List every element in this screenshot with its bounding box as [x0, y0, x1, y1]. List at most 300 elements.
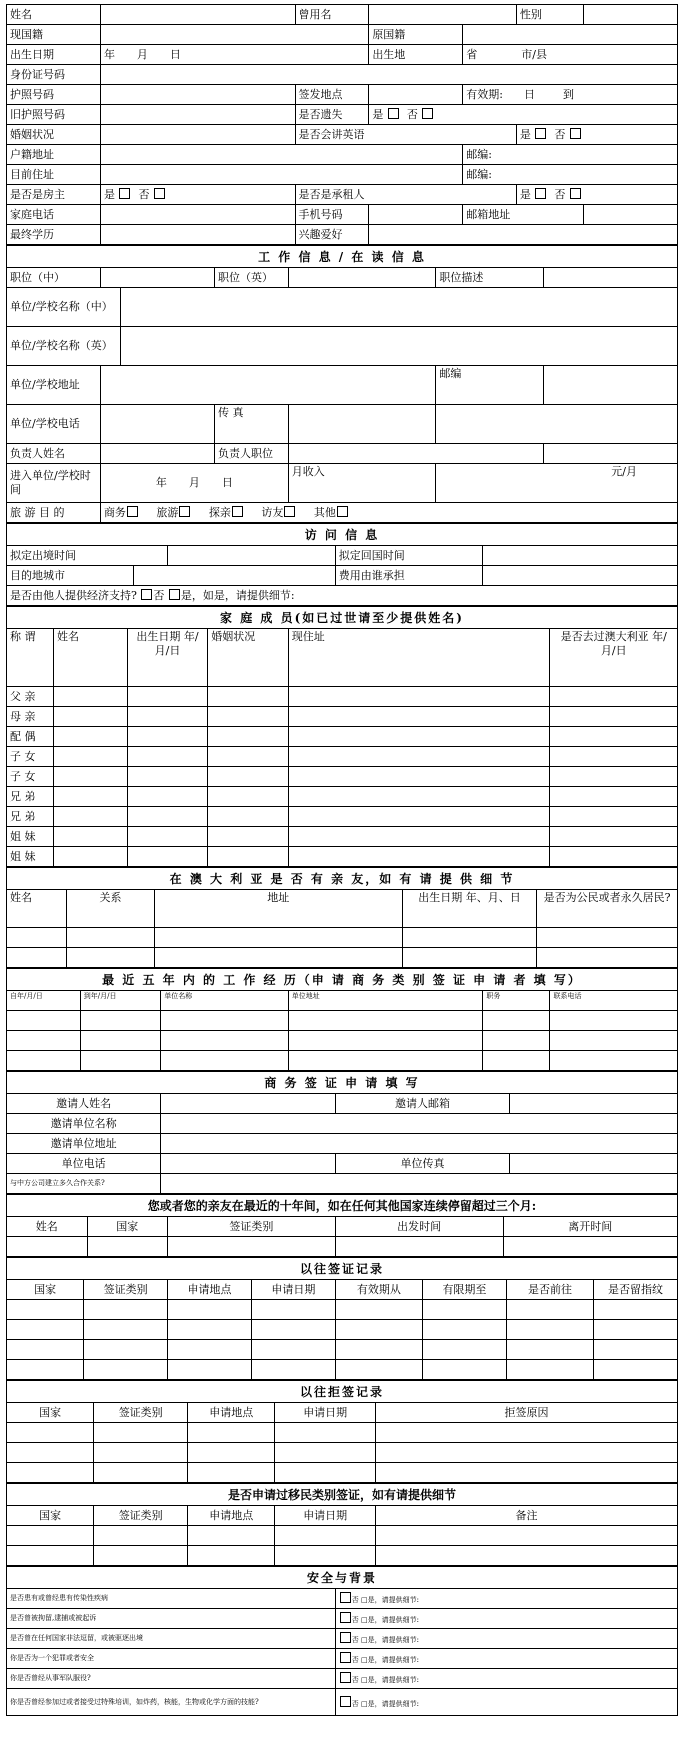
security-answer[interactable]: 否 □是，请提供细节:: [335, 1649, 677, 1669]
visa-history-cell[interactable]: [506, 1300, 593, 1320]
visa-history-cell[interactable]: [335, 1320, 422, 1340]
visa-history-cell[interactable]: [335, 1300, 422, 1320]
immigration-cell[interactable]: [376, 1526, 678, 1546]
sponsor-question: 是否由他人提供经济支持? 否 是，如是，请提供细节:: [7, 586, 678, 606]
security-answer[interactable]: 否 □是，请提供细节:: [335, 1669, 677, 1689]
visa-history-cell[interactable]: [7, 1360, 84, 1380]
label-manager-name: 负责人姓名: [7, 444, 101, 464]
input-business-unit-phone[interactable]: [161, 1154, 335, 1174]
immigration-cell[interactable]: [275, 1546, 376, 1566]
work-history-cell[interactable]: [550, 1051, 678, 1071]
family-header-birth: 出生日期 年/月/日: [127, 629, 208, 687]
input-business-unit-fax[interactable]: [510, 1154, 678, 1174]
refusals-cell[interactable]: [188, 1423, 275, 1443]
input-issue-place[interactable]: [369, 85, 463, 105]
security-no-checkbox[interactable]: [340, 1612, 351, 1623]
visa-history-cell[interactable]: [251, 1340, 335, 1360]
purpose-other-checkbox[interactable]: [337, 506, 348, 517]
homeowner-choice: 是 否: [100, 185, 295, 205]
visit-section-title: 访 问 信 息: [7, 524, 678, 546]
family-cell[interactable]: [127, 707, 208, 727]
tenant-yes-checkbox[interactable]: [535, 188, 546, 199]
label-old-passport: 旧护照号码: [7, 105, 101, 125]
relatives-header-birth: 出生日期 年、月、日: [402, 890, 536, 928]
work-history-cell[interactable]: [550, 1011, 678, 1031]
visa-history-header-type: 签证类别: [84, 1280, 168, 1300]
relatives-cell[interactable]: [67, 948, 154, 968]
homeowner-yes-checkbox[interactable]: [119, 188, 130, 199]
visa-history-cell[interactable]: [423, 1340, 507, 1360]
family-cell[interactable]: [550, 747, 678, 767]
label-business-unit-phone: 单位电话: [7, 1154, 161, 1174]
input-unit-name-en[interactable]: [121, 327, 678, 366]
family-cell[interactable]: [53, 767, 127, 787]
stay-cell[interactable]: [87, 1237, 168, 1257]
input-position-en[interactable]: [288, 268, 436, 288]
relatives-header-name: 姓名: [7, 890, 67, 928]
visit-info-table: [6, 523, 678, 606]
refusals-table: [6, 1380, 678, 1483]
family-cell[interactable]: [127, 807, 208, 827]
input-fax[interactable]: [288, 405, 436, 444]
input-birth-date[interactable]: 年 月 日: [100, 45, 368, 65]
visa-history-cell[interactable]: [168, 1320, 252, 1340]
label-gender: 性别: [516, 5, 583, 25]
work-history-header-phone: 联系电话: [550, 991, 678, 1011]
input-mobile[interactable]: [369, 205, 463, 225]
family-cell[interactable]: [550, 827, 678, 847]
work-history-cell[interactable]: [80, 1011, 161, 1031]
family-cell[interactable]: [127, 727, 208, 747]
relatives-cell[interactable]: [402, 928, 536, 948]
family-cell[interactable]: [550, 767, 678, 787]
immigration-cell[interactable]: [7, 1526, 94, 1546]
input-manager-extra[interactable]: [543, 444, 677, 464]
work-history-cell[interactable]: [161, 1031, 288, 1051]
refusals-cell[interactable]: [7, 1443, 94, 1463]
family-cell[interactable]: [53, 827, 127, 847]
family-cell[interactable]: [208, 687, 289, 707]
work-history-header-to: 到年/月/日: [80, 991, 161, 1011]
family-cell[interactable]: [550, 687, 678, 707]
input-education[interactable]: [100, 225, 295, 245]
immigration-section-title: 是否申请过移民类别签证，如有请提供细节: [7, 1484, 678, 1506]
tenant-choice: 是 否: [516, 185, 677, 205]
visa-history-cell[interactable]: [594, 1320, 678, 1340]
input-validity[interactable]: 有效期: 日 到: [463, 85, 678, 105]
immigration-header-place: 申请地点: [188, 1506, 275, 1526]
work-history-cell[interactable]: [161, 1011, 288, 1031]
visa-history-cell[interactable]: [423, 1360, 507, 1380]
purpose-tourism-checkbox[interactable]: [179, 506, 190, 517]
label-mobile: 手机号码: [295, 205, 369, 225]
work-history-cell[interactable]: [7, 1051, 81, 1071]
label-inviter-email: 邀请人邮箱: [335, 1094, 509, 1114]
input-expense-bearer[interactable]: [483, 566, 678, 586]
family-member-brother: 兄 弟: [7, 807, 54, 827]
security-section-title: 安全与背景: [7, 1567, 678, 1589]
work-history-cell[interactable]: [7, 1031, 81, 1051]
english-no-checkbox[interactable]: [570, 128, 581, 139]
visa-history-cell[interactable]: [594, 1340, 678, 1360]
security-no-checkbox[interactable]: [340, 1672, 351, 1683]
work-history-cell[interactable]: [80, 1031, 161, 1051]
family-member-child: 子 女: [7, 747, 54, 767]
family-cell[interactable]: [208, 807, 289, 827]
family-cell[interactable]: [550, 847, 678, 867]
family-cell[interactable]: [208, 787, 289, 807]
label-original-nationality: 原国籍: [369, 25, 463, 45]
security-question: 是否患有或曾经患有传染性疾病: [7, 1589, 336, 1609]
visa-history-cell[interactable]: [251, 1360, 335, 1380]
label-destination-city: 目的地城市: [7, 566, 134, 586]
immigration-cell[interactable]: [94, 1526, 188, 1546]
input-email[interactable]: [584, 205, 678, 225]
family-cell[interactable]: [288, 787, 550, 807]
family-cell[interactable]: [550, 807, 678, 827]
input-fax-extra[interactable]: [436, 405, 678, 444]
security-answer[interactable]: 否 □是，请提供细节:: [335, 1589, 677, 1609]
visa-history-cell[interactable]: [423, 1320, 507, 1340]
input-inviting-unit-name[interactable]: [161, 1114, 678, 1134]
immigration-cell[interactable]: [188, 1546, 275, 1566]
label-position-cn: 职位（中）: [7, 268, 101, 288]
family-member-father: 父 亲: [7, 687, 54, 707]
work-history-cell[interactable]: [483, 1011, 550, 1031]
label-inviting-unit-address: 邀请单位地址: [7, 1134, 161, 1154]
label-hukou-address: 户籍地址: [7, 145, 101, 165]
family-cell[interactable]: [53, 847, 127, 867]
input-inviter-email[interactable]: [510, 1094, 678, 1114]
security-question: 是否曾被拘留,逮捕或被起诉: [7, 1609, 336, 1629]
immigration-cell[interactable]: [94, 1546, 188, 1566]
security-answer[interactable]: 否 □是，请提供细节:: [335, 1629, 677, 1649]
visa-application-form: [6, 4, 678, 1716]
refusals-cell[interactable]: [275, 1423, 376, 1443]
homeowner-no-checkbox[interactable]: [154, 188, 165, 199]
input-cooperation[interactable]: [161, 1174, 678, 1194]
security-table: [6, 1566, 678, 1716]
input-manager-name[interactable]: [100, 444, 214, 464]
family-cell[interactable]: [208, 827, 289, 847]
refusals-cell[interactable]: [188, 1463, 275, 1483]
refusals-cell[interactable]: [7, 1423, 94, 1443]
relatives-cell[interactable]: [154, 948, 402, 968]
label-marital: 婚姻状况: [7, 125, 101, 145]
purpose-family-checkbox[interactable]: [232, 506, 243, 517]
english-yes-checkbox[interactable]: [535, 128, 546, 139]
immigration-header-notes: 备注: [376, 1506, 678, 1526]
label-hukou-postcode[interactable]: 邮编:: [463, 145, 678, 165]
visa-history-header-place: 申请地点: [168, 1280, 252, 1300]
stay-cell[interactable]: [168, 1237, 336, 1257]
refusals-cell[interactable]: [94, 1443, 188, 1463]
visa-history-cell[interactable]: [251, 1300, 335, 1320]
label-id-number: 身份证号码: [7, 65, 101, 85]
security-no-checkbox[interactable]: [340, 1696, 351, 1707]
input-original-nationality[interactable]: [463, 25, 678, 45]
label-fax: 传 真: [215, 405, 289, 444]
relatives-cell[interactable]: [154, 928, 402, 948]
work-history-header-address: 单位地址: [288, 991, 483, 1011]
visa-history-section-title: 以往签证记录: [7, 1258, 678, 1280]
work-history-table: [6, 968, 678, 1071]
family-cell[interactable]: [53, 687, 127, 707]
refusals-cell[interactable]: [94, 1423, 188, 1443]
refusals-cell[interactable]: [275, 1463, 376, 1483]
visa-history-cell[interactable]: [7, 1340, 84, 1360]
input-position-cn[interactable]: [100, 268, 214, 288]
visa-history-cell[interactable]: [84, 1320, 168, 1340]
input-planned-departure[interactable]: [168, 546, 336, 566]
work-history-cell[interactable]: [288, 1031, 483, 1051]
relatives-cell[interactable]: [537, 928, 678, 948]
input-used-name[interactable]: [369, 5, 517, 25]
refusals-header-date: 申请日期: [275, 1403, 376, 1423]
visa-history-cell[interactable]: [251, 1320, 335, 1340]
refusals-cell[interactable]: [376, 1443, 678, 1463]
visa-history-cell[interactable]: [506, 1340, 593, 1360]
tenant-no-checkbox[interactable]: [570, 188, 581, 199]
refusals-cell[interactable]: [188, 1443, 275, 1463]
family-cell[interactable]: [127, 827, 208, 847]
label-cooperation: 与中方公司建立多久合作关系?: [7, 1174, 161, 1194]
relatives-header-citizen: 是否为公民或者永久居民?: [537, 890, 678, 928]
family-cell[interactable]: [208, 847, 289, 867]
work-history-cell[interactable]: [288, 1011, 483, 1031]
input-inviter-name[interactable]: [161, 1094, 335, 1114]
immigration-cell[interactable]: [188, 1526, 275, 1546]
label-lost: 是否遗失: [295, 105, 369, 125]
family-cell[interactable]: [53, 807, 127, 827]
refusals-cell[interactable]: [94, 1463, 188, 1483]
family-cell[interactable]: [550, 727, 678, 747]
input-current-nationality[interactable]: [100, 25, 368, 45]
label-current-postcode[interactable]: 邮编:: [463, 165, 678, 185]
input-inviting-unit-address[interactable]: [161, 1134, 678, 1154]
family-header-visited: 是否去过澳大利亚 年/月/日: [550, 629, 678, 687]
input-planned-return[interactable]: [483, 546, 678, 566]
family-cell[interactable]: [127, 847, 208, 867]
work-history-cell[interactable]: [80, 1051, 161, 1071]
lost-choice: 是 否: [369, 105, 678, 125]
security-no-checkbox[interactable]: [340, 1592, 351, 1603]
input-passport-number[interactable]: [100, 85, 295, 105]
label-expense-bearer: 费用由谁承担: [335, 566, 483, 586]
visa-history-header-valid-to: 有限期至: [423, 1280, 507, 1300]
relatives-table: [6, 867, 678, 968]
family-header-address: 现住址: [288, 629, 550, 687]
family-cell[interactable]: [127, 767, 208, 787]
family-cell[interactable]: [127, 687, 208, 707]
input-destination-city[interactable]: [134, 566, 335, 586]
visa-history-cell[interactable]: [84, 1360, 168, 1380]
work-history-cell[interactable]: [7, 1011, 81, 1031]
input-unit-address[interactable]: [100, 366, 435, 405]
refusals-cell[interactable]: [376, 1463, 678, 1483]
input-join-time[interactable]: 年 月 日: [100, 464, 288, 503]
relatives-header-relation: 关系: [67, 890, 154, 928]
stay-header-visa-type: 签证类别: [168, 1217, 336, 1237]
family-cell[interactable]: [288, 847, 550, 867]
stay-cell[interactable]: [335, 1237, 503, 1257]
label-unit-phone: 单位/学校电话: [7, 405, 101, 444]
purpose-business-checkbox[interactable]: [127, 506, 138, 517]
input-manager-position[interactable]: [288, 444, 543, 464]
relatives-cell[interactable]: [402, 948, 536, 968]
visa-history-cell[interactable]: [335, 1360, 422, 1380]
business-section-title: 商 务 签 证 申 请 填 写: [7, 1072, 678, 1094]
visa-history-cell[interactable]: [84, 1340, 168, 1360]
input-monthly-income[interactable]: 元/月: [436, 464, 678, 503]
input-gender[interactable]: [584, 5, 678, 25]
visa-history-cell[interactable]: [168, 1360, 252, 1380]
work-history-cell[interactable]: [483, 1031, 550, 1051]
label-home-phone: 家庭电话: [7, 205, 101, 225]
immigration-cell[interactable]: [376, 1546, 678, 1566]
immigration-cell[interactable]: [275, 1526, 376, 1546]
family-cell[interactable]: [208, 767, 289, 787]
input-old-passport[interactable]: [100, 105, 295, 125]
security-answer[interactable]: 否 □是，请提供细节:: [335, 1609, 677, 1629]
visa-history-cell[interactable]: [168, 1300, 252, 1320]
family-cell[interactable]: [127, 787, 208, 807]
family-cell[interactable]: [288, 747, 550, 767]
visa-history-cell[interactable]: [7, 1320, 84, 1340]
work-history-header-title: 职务: [483, 991, 550, 1011]
sponsor-yes-checkbox[interactable]: [169, 589, 180, 600]
relatives-cell[interactable]: [67, 928, 154, 948]
stay-section-title: 您或者您的亲友在最近的十年间，如在任何其他国家连续停留超过三个月:: [7, 1195, 678, 1217]
security-question: 你是否曾经参加过或者接受过特殊培训，如炸药，核能，生物或化学方面的技能?: [7, 1689, 336, 1716]
immigration-header-country: 国家: [7, 1506, 94, 1526]
refusals-cell[interactable]: [275, 1443, 376, 1463]
purpose-friends-checkbox[interactable]: [284, 506, 295, 517]
input-unit-phone[interactable]: [100, 405, 214, 444]
visa-history-cell[interactable]: [594, 1360, 678, 1380]
refusals-cell[interactable]: [7, 1463, 94, 1483]
lost-yes-checkbox[interactable]: [388, 108, 399, 119]
visa-history-cell[interactable]: [7, 1300, 84, 1320]
label-english: 是否会讲英语: [295, 125, 516, 145]
label-planned-return: 拟定回国时间: [335, 546, 483, 566]
family-cell[interactable]: [288, 707, 550, 727]
work-history-cell[interactable]: [550, 1031, 678, 1051]
work-history-cell[interactable]: [161, 1051, 288, 1071]
input-marital[interactable]: [100, 125, 295, 145]
work-section-title: 工 作 信 息 / 在 读 信 息: [7, 246, 678, 268]
input-home-phone[interactable]: [100, 205, 295, 225]
visa-history-header-date: 申请日期: [251, 1280, 335, 1300]
family-cell[interactable]: [288, 687, 550, 707]
input-work-postcode[interactable]: [543, 366, 677, 405]
input-birthplace[interactable]: 省 市/县: [463, 45, 678, 65]
family-member-sister: 姐 妹: [7, 847, 54, 867]
family-header-relation: 称 谓: [7, 629, 54, 687]
security-answer[interactable]: 否 □是，请提供细节:: [335, 1689, 677, 1716]
relatives-header-address: 地址: [154, 890, 402, 928]
family-member-brother: 兄 弟: [7, 787, 54, 807]
family-member-child: 子 女: [7, 767, 54, 787]
refusals-cell[interactable]: [376, 1423, 678, 1443]
visa-history-cell[interactable]: [506, 1360, 593, 1380]
family-cell[interactable]: [53, 707, 127, 727]
family-cell[interactable]: [288, 807, 550, 827]
relatives-cell[interactable]: [7, 948, 67, 968]
input-current-address[interactable]: [100, 165, 462, 185]
input-position-desc[interactable]: [543, 268, 677, 288]
family-member-spouse: 配 偶: [7, 727, 54, 747]
label-manager-position: 负责人职位: [215, 444, 289, 464]
work-history-header-from: 自年/月/日: [7, 991, 81, 1011]
family-cell[interactable]: [127, 747, 208, 767]
security-no-checkbox[interactable]: [340, 1632, 351, 1643]
input-name[interactable]: [100, 5, 295, 25]
stay-cell[interactable]: [7, 1237, 88, 1257]
visa-history-cell[interactable]: [335, 1340, 422, 1360]
visa-history-cell[interactable]: [423, 1300, 507, 1320]
label-position-desc: 职位描述: [436, 268, 543, 288]
visa-history-header-fingerprint: 是否留指纹: [594, 1280, 678, 1300]
family-cell[interactable]: [288, 767, 550, 787]
immigration-table: [6, 1483, 678, 1566]
family-member-sister: 姐 妹: [7, 827, 54, 847]
refusals-header-reason: 拒签原因: [376, 1403, 678, 1423]
security-no-checkbox[interactable]: [340, 1652, 351, 1663]
family-member-mother: 母 亲: [7, 707, 54, 727]
family-cell[interactable]: [208, 707, 289, 727]
refusals-section-title: 以往拒签记录: [7, 1381, 678, 1403]
travel-purpose-options: 商务 旅游 探亲 访友 其他: [100, 503, 677, 523]
family-cell[interactable]: [53, 747, 127, 767]
label-unit-name-en: 单位/学校名称（英）: [7, 327, 121, 366]
input-hukou-address[interactable]: [100, 145, 462, 165]
immigration-cell[interactable]: [7, 1546, 94, 1566]
relatives-cell[interactable]: [537, 948, 678, 968]
work-history-cell[interactable]: [483, 1051, 550, 1071]
label-birthplace: 出生地: [369, 45, 463, 65]
stay-cell[interactable]: [503, 1237, 677, 1257]
visa-history-cell[interactable]: [168, 1340, 252, 1360]
family-cell[interactable]: [208, 747, 289, 767]
visa-history-cell[interactable]: [594, 1300, 678, 1320]
family-cell[interactable]: [288, 727, 550, 747]
family-cell[interactable]: [53, 787, 127, 807]
lost-no-checkbox[interactable]: [422, 108, 433, 119]
family-cell[interactable]: [53, 727, 127, 747]
stay-header-name: 姓名: [7, 1217, 88, 1237]
family-cell[interactable]: [208, 727, 289, 747]
input-unit-name-cn[interactable]: [121, 288, 678, 327]
family-cell[interactable]: [550, 707, 678, 727]
family-header-name: 姓名: [53, 629, 127, 687]
input-id-number[interactable]: [100, 65, 677, 85]
work-history-cell[interactable]: [288, 1051, 483, 1071]
visa-history-cell[interactable]: [506, 1320, 593, 1340]
family-cell[interactable]: [550, 787, 678, 807]
family-header-marital: 婚姻状况: [208, 629, 289, 687]
family-cell[interactable]: [288, 827, 550, 847]
label-current-nationality: 现国籍: [7, 25, 101, 45]
family-section-title: 家 庭 成 员(如已过世请至少提供姓名): [7, 607, 678, 629]
sponsor-no-checkbox[interactable]: [141, 589, 152, 600]
label-passport-number: 护照号码: [7, 85, 101, 105]
relatives-cell[interactable]: [7, 928, 67, 948]
visa-history-cell[interactable]: [84, 1300, 168, 1320]
input-hobbies[interactable]: [369, 225, 678, 245]
label-education: 最终学历: [7, 225, 101, 245]
label-work-postcode: 邮编: [436, 366, 543, 405]
